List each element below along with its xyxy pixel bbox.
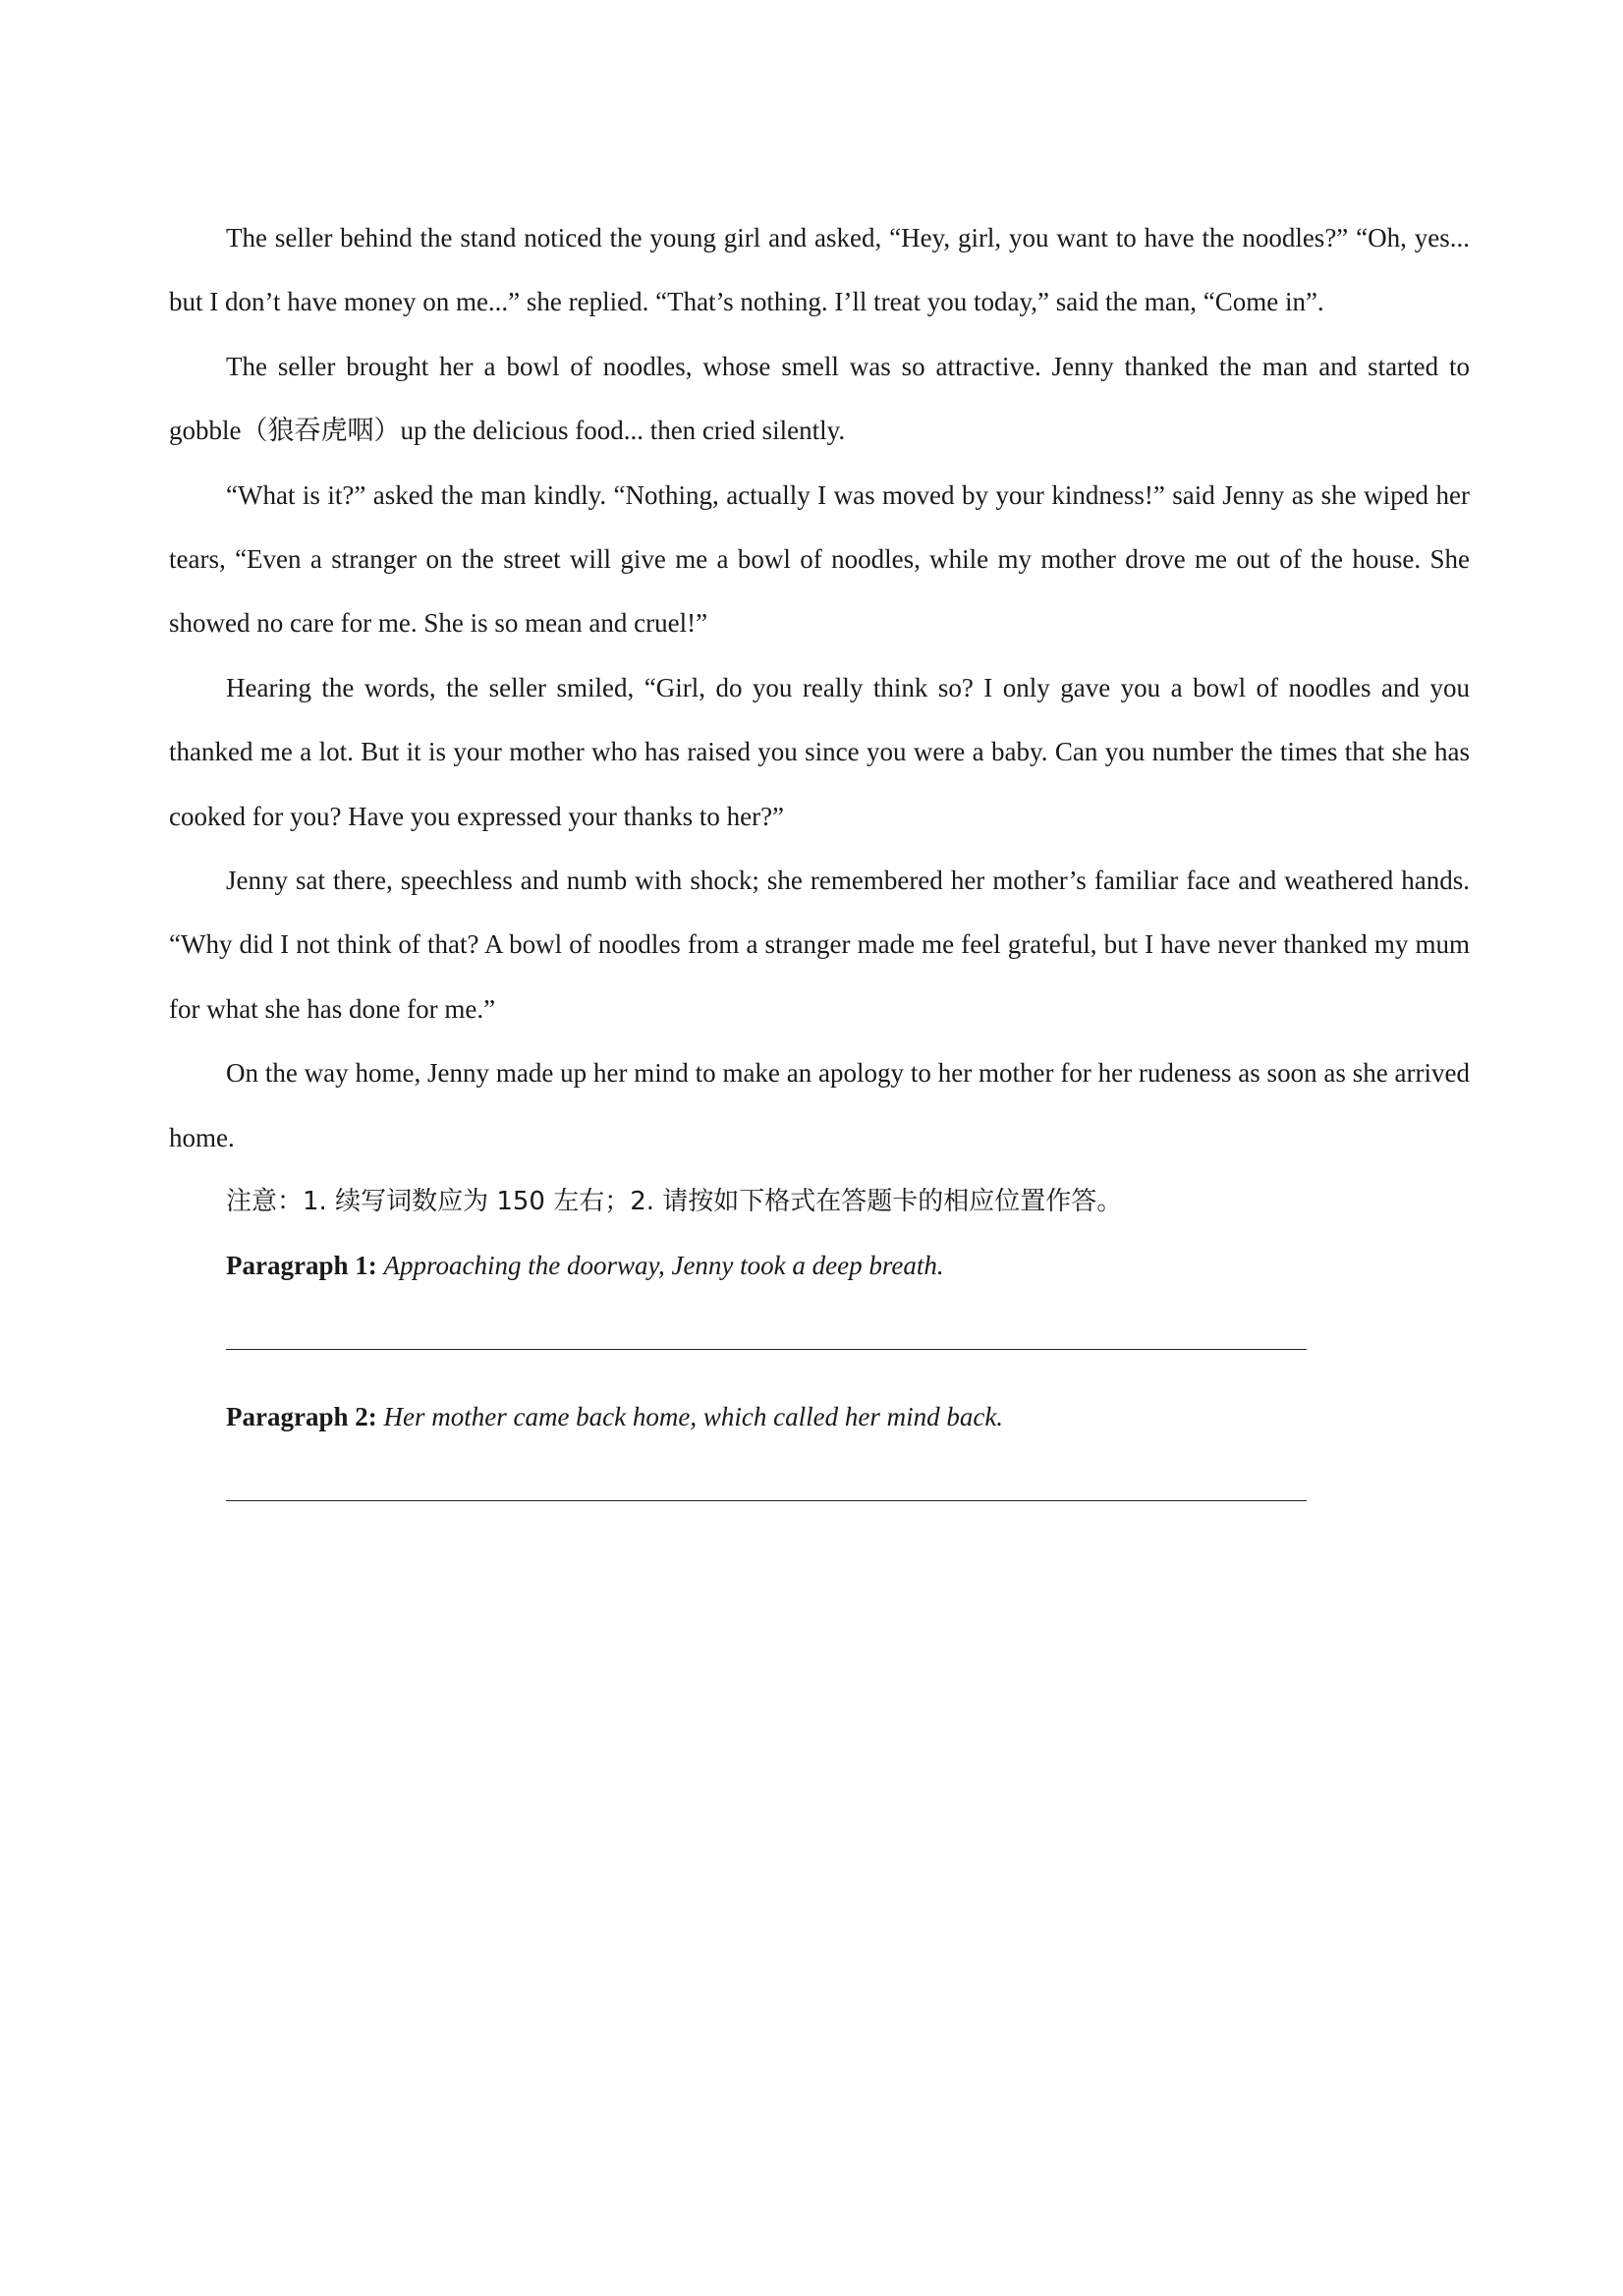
story-paragraph-2: The seller brought her a bowl of noodles, whose smell was so attractive. Jenny thanked the man and started to gobble（狼吞虎咽）up the delicious food... then cried silently. [169,351,1470,446]
paragraph-2-opening-sentence: Her mother came back home, which called her mind back. [383,1402,1004,1432]
story-paragraph-1: The seller behind the stand noticed the young girl and asked, “Hey, girl, you want to have the noodles?” “Oh, yes... but I don’t have money on me...” she replied. “That’s nothing. I’ll treat you today,” said the man, “Come in”. [169,223,1470,317]
paragraph-1-label: Paragraph 1: [226,1251,377,1281]
paragraph-1-answer-line [226,1349,1307,1350]
paragraph-1-opening-sentence: Approaching the doorway, Jenny took a deep breath. [383,1251,944,1281]
story-paragraph-5: Jenny sat there, speechless and numb with shock; she remembered her mother’s familiar face and weathered hands. “Why did I not think of that? A bowl of noodles from a stranger made me feel grateful, but I have never thanked my mum for what she has done for me.” [169,866,1470,1024]
story-paragraph-4: Hearing the words, the seller smiled, “Girl, do you really think so? I only gave you a bowl of noodles and you thanked me a lot. But it is your mother who has raised you since you were a baby. Can you number the times that she has cooked for you? Have you expressed your thanks to her?” [169,672,1470,831]
paragraph-2-label: Paragraph 2: [226,1402,377,1432]
paragraph-2-prompt [169,1385,1470,1449]
instructions-notice: 注意：1. 续写词数应为 150 左右；2. 请按如下格式在答题卡的相应位置作答。 [226,1187,1123,1217]
story-paragraph-6: On the way home, Jenny made up her mind to make an apology to her mother for her rudeness as soon as she arrived home. [169,1058,1470,1152]
paragraph-1-prompt [169,1234,1470,1298]
story-paragraph-3: “What is it?” asked the man kindly. “Nothing, actually I was moved by your kindness!” said Jenny as she wiped her tears, “Even a stranger on the street will give me a bowl of noodles, while my mother drove me out of the house. She showed no care for me. She is so mean and cruel!” [169,479,1470,639]
paragraph-2-answer-line [226,1500,1307,1501]
document-page [169,206,1470,1501]
